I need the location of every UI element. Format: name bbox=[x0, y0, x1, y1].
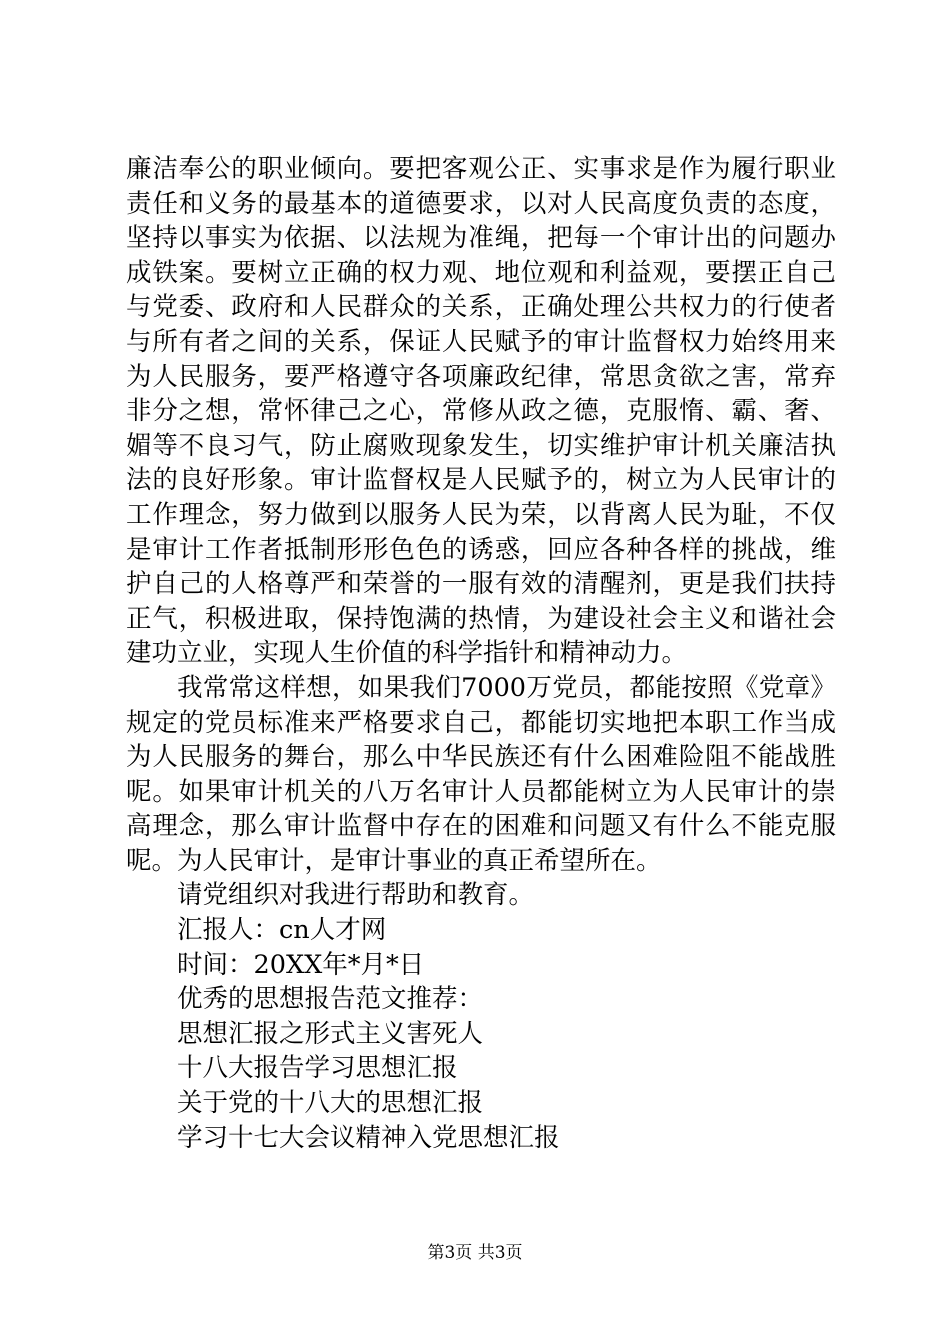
page-footer: 第3页 共3页 bbox=[427, 1243, 523, 1263]
date-line: 时间：20XX年*月*日 bbox=[177, 949, 425, 980]
recommend-heading: 优秀的思想报告范文推荐： bbox=[177, 984, 484, 1015]
reporter-line: 汇报人：cn人才网 bbox=[177, 915, 387, 946]
recommend-item-2: 十八大报告学习思想汇报 bbox=[177, 1053, 458, 1084]
body-paragraph-1: 廉洁奉公的职业倾向。要把客观公正、实事求是作为履行职业责任和义务的最基本的道德要求，以对人民高度负责的态度，坚持以事实为依据、以法规为准绳，把每一个审计出的问题办成铁案。要树立正确的权力观、地位观和利益观，要摆正自己与党委、政府和人民群众的关系，正确处理公共权力的行使者与所有者之间的关系，保证人民赋予的审计监督权力始终用来为人民服务，要严格遵守各项廉政纪律，常思贪欲之害，常弃非分之想，常怀律己之心，常修从政之德，克服惰、霸、奢、媚等不良习气，防止腐败现象发生，切实维护审计机关廉洁执法的良好形象。审计监督权是人民赋予的，树立为人民审计的工作理念，努力做到以服务人民为荣，以背离人民为耻，不仅是审计工作者抵制形形色色的诱惑，回应各种各样的挑战，维护自己的人格尊严和荣誉的一服有效的清醒剂，更是我们扶持正气，积极进取，保持饱满的热情，为建设社会主义和谐社会建功立业，实现人生价值的科学指针和精神动力。 bbox=[126, 154, 836, 669]
body-paragraph-2: 我常常这样想，如果我们7000万党员，都能按照《党章》规定的党员标准来严格要求自己，都能切实地把本职工作当成为人民服务的舞台，那么中华民族还有什么困难险阻不能战胜呢。如果审计机关的八万名审计人员都能树立为人民审计的崇高理念，那么审计监督中存在的困难和问题又有什么不能克服呢。为人民审计，是审计事业的真正希望所在。 bbox=[126, 672, 836, 876]
recommend-item-3: 关于党的十八大的思想汇报 bbox=[177, 1088, 484, 1119]
recommend-item-1: 思想汇报之形式主义害死人 bbox=[177, 1018, 484, 1049]
document-body bbox=[126, 152, 836, 1155]
recommend-item-4: 学习十七大会议精神入党思想汇报 bbox=[177, 1122, 560, 1153]
closing-request-line: 请党组织对我进行帮助和教育。 bbox=[177, 880, 535, 911]
